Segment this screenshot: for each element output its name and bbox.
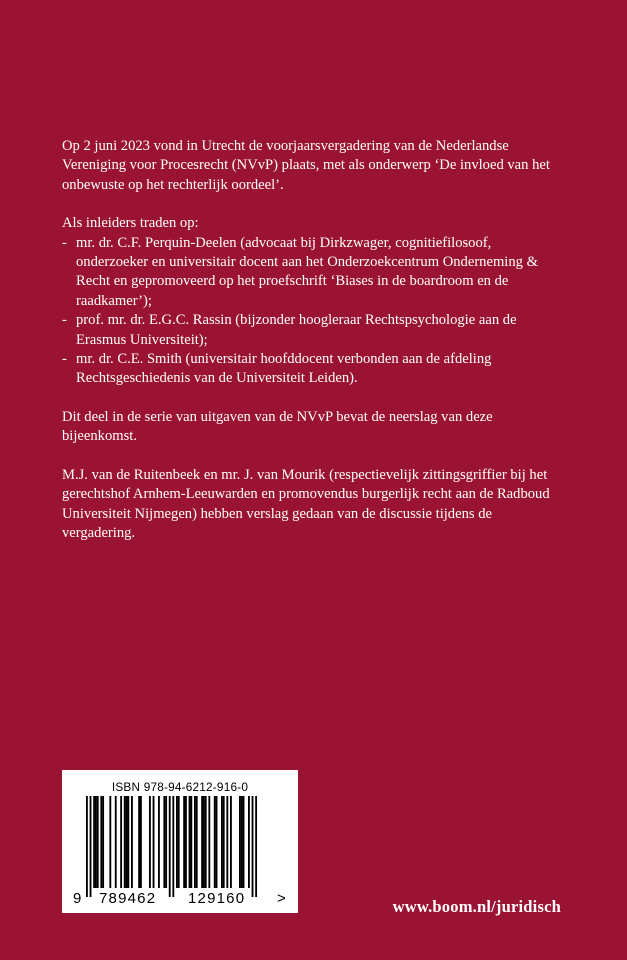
barcode-bar bbox=[189, 796, 191, 888]
barcode-bar bbox=[131, 796, 133, 888]
barcode-bar bbox=[226, 796, 228, 888]
barcode-bar bbox=[243, 796, 245, 888]
barcode-bar bbox=[248, 796, 250, 888]
barcode-bar bbox=[165, 796, 167, 888]
cover-text-block bbox=[62, 137, 562, 562]
speaker-item: - mr. dr. C.E. Smith (universitair hoofddocent verbonden aan de afdeling Rechtsgeschiedenis van de Universiteit Leiden). bbox=[62, 350, 562, 389]
barcode-bar bbox=[109, 796, 111, 888]
series-paragraph: Dit deel in de serie van uitgaven van de NVvP bevat de neerslag van deze bijeenkomst. bbox=[62, 408, 493, 445]
barcode-bar bbox=[115, 796, 117, 888]
barcode-bar bbox=[158, 796, 160, 888]
speakers-list bbox=[62, 234, 562, 389]
barcode-bar bbox=[120, 796, 122, 888]
barcode-digits-right: 129160 bbox=[188, 890, 246, 907]
barcode-bar bbox=[153, 796, 155, 888]
barcode-bar bbox=[149, 796, 151, 888]
publisher-website: www.boom.nl/juridisch bbox=[392, 897, 561, 916]
barcode-bar bbox=[214, 796, 216, 888]
barcode-bar bbox=[95, 796, 97, 888]
report-paragraph: M.J. van de Ruitenbeek en mr. J. van Mourik (respectievelijk zittingsgriffier bij het gerechtshof Arnhem-Leeuwarden en promovendus burgerlijk recht aan de Radboud Universiteit Nijmegen) hebben verslag gedaan van de discussie tijdens de vergadering. bbox=[62, 466, 550, 541]
barcode-bar bbox=[90, 796, 92, 897]
barcode-bar bbox=[230, 796, 232, 888]
barcode-bar bbox=[194, 796, 196, 888]
barcode-bar bbox=[124, 796, 126, 888]
barcode-bar bbox=[255, 796, 257, 897]
barcode-bar bbox=[138, 796, 140, 888]
barcode-bar bbox=[172, 796, 174, 897]
barcode-bar bbox=[86, 796, 88, 897]
isbn-label: ISBN 978-94-6212-916-0 bbox=[111, 780, 249, 794]
barcode-bar bbox=[216, 796, 218, 888]
barcode-bar bbox=[221, 796, 223, 888]
intro-paragraph: Op 2 juni 2023 vond in Utrecht de voorjaarsvergadering van de Nederlandse Vereniging voor Procesrecht (NVvP) plaats, met als onderwerp ‘De invloed van het onbewuste op het rechterlijk oordeel’. bbox=[62, 138, 550, 193]
barcode-bar bbox=[163, 796, 165, 888]
barcode-bar bbox=[201, 796, 203, 888]
isbn-barcode bbox=[62, 770, 298, 913]
barcode-digits-left: 789462 bbox=[99, 890, 157, 907]
barcode-bar bbox=[102, 796, 104, 888]
barcode-bar bbox=[223, 796, 225, 888]
barcode-bar bbox=[183, 796, 185, 888]
barcode-quiet-mark: > bbox=[277, 890, 286, 907]
barcode-bar bbox=[241, 796, 243, 888]
barcode-bar bbox=[176, 796, 178, 888]
barcode-bar bbox=[169, 796, 171, 897]
barcode-bar bbox=[126, 796, 128, 888]
barcode-bar bbox=[205, 796, 207, 888]
barcode-bar bbox=[97, 796, 99, 888]
barcode-digit-first: 9 bbox=[73, 890, 82, 907]
speaker-item: - mr. dr. C.F. Perquin-Deelen (advocaat bij Dirkzwager, cognitiefilosoof, onderzoeker en universitair docent aan het Onderzoekcentrum Onderneming & Recht en gepromoveerd op het proefschrift ‘Biases in de boardroom en de raadkamer’); bbox=[62, 234, 562, 312]
barcode-bar bbox=[252, 796, 254, 897]
barcode-bar bbox=[93, 796, 95, 888]
barcode-bar bbox=[239, 796, 241, 888]
barcode-bar bbox=[100, 796, 102, 888]
barcode-bar bbox=[196, 796, 198, 888]
barcode-bar bbox=[185, 796, 187, 888]
barcode-bars bbox=[62, 770, 298, 913]
barcode-bar bbox=[208, 796, 210, 888]
barcode-bar bbox=[140, 796, 142, 888]
speaker-item: - prof. mr. dr. E.G.C. Rassin (bijzonder hoogleraar Rechtspsychologie aan de Erasmus Universiteit); bbox=[62, 311, 562, 350]
barcode-bar bbox=[127, 796, 129, 888]
barcode-bar bbox=[203, 796, 205, 888]
barcode-bar bbox=[178, 796, 180, 888]
barcode-bar bbox=[190, 796, 192, 888]
speakers-heading: Als inleiders traden op: bbox=[62, 215, 199, 232]
